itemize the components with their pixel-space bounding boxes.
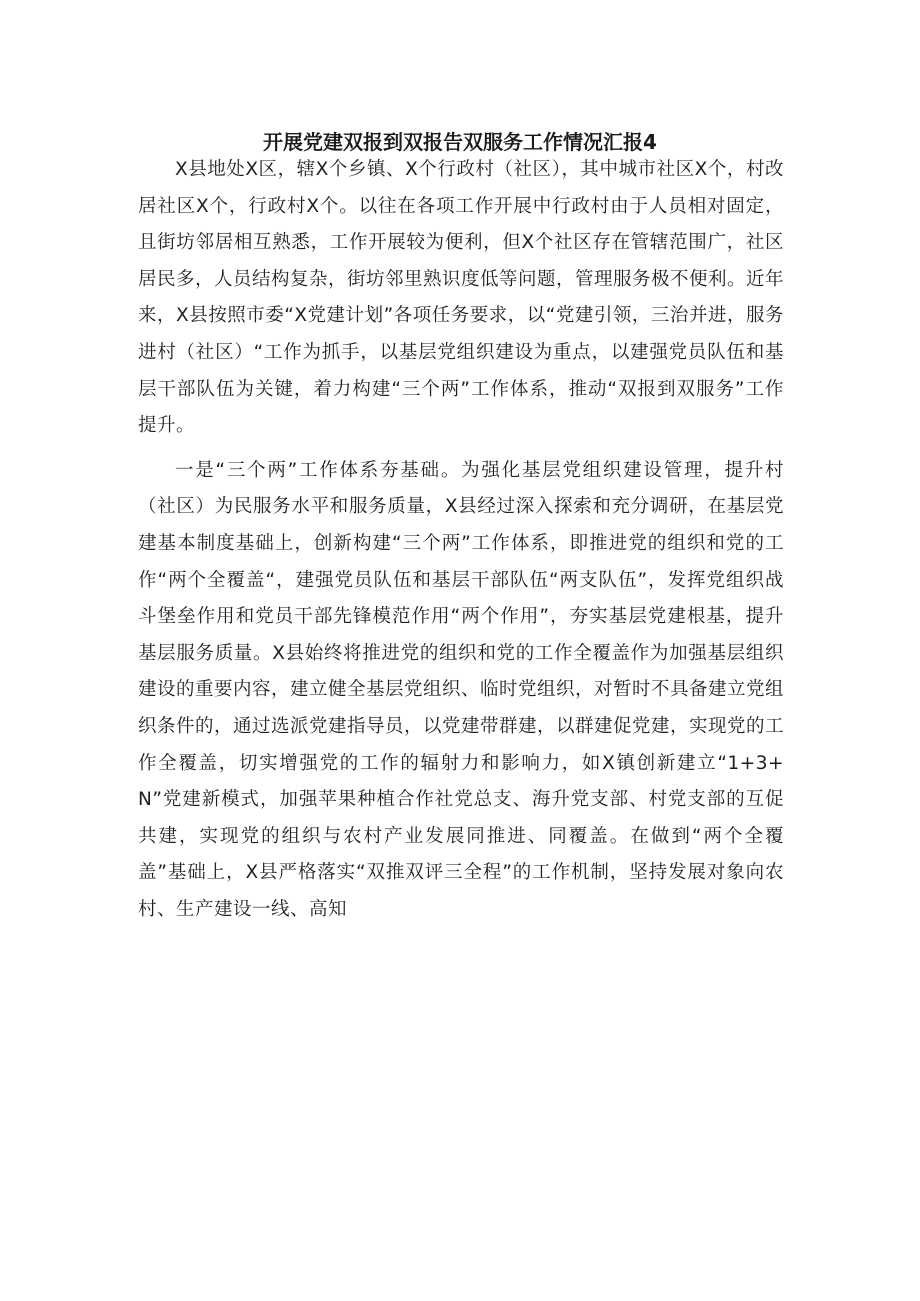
- paragraph-intro: X县地处X区，辖X个乡镇、X个行政村（社区），其中城市社区X个，村改居社区X个，行政村X个。以往在各项工作开展中行政村由于人员相对固定，且街坊邻居相互熟悉，工作开展较为便利，但X个社区存在管辖范围广，社区居民多，人员结构复杂，街坊邻里熟识度低等问题，管理服务极不便利。近年来，X县按照市委“X党建计划”各项任务要求，以“党建引领，三治并进，服务进村（社区）“工作为抓手，以基层党组织建设为重点，以建强党员队伍和基层干部队伍为关键，着力构建“三个两”工作体系，推动“双报到双服务”工作提升。: [138, 159, 785, 437]
- document-title: 开展党建双报到双报告双服务工作情况汇报4: [263, 130, 657, 154]
- document-body: [138, 152, 784, 928]
- paragraph-work-system: 一是“三个两”工作体系夯基础。为强化基层党组织建设管理，提升村（社区）为民服务水平和服务质量，X县经过深入探索和充分调研，在基层党建基本制度基础上，创新构建“三个两”工作体系，即推进党的组织和党的工作“两个全覆盖“，建强党员队伍和基层干部队伍“两支队伍”，发挥党组织战斗堡垒作用和党员干部先锋模范作用“两个作用”，夯实基层党建根基，提升基层服务质量。X县始终将推进党的组织和党的工作全覆盖作为加强基层组织建设的重要内容，建立健全基层党组织、临时党组织，对暂时不具备建立党组织条件的，通过选派党建指导员，以党建带群建，以群建促党建，实现党的工作全覆盖，切实增强党的工作的辐射力和影响力，如X镇创新建立“1+3+N”党建新模式，加强苹果种植合作社党总支、海升党支部、村党支部的互促共建，实现党的组织与农村产业发展同推进、同覆盖。在做到“两个全覆盖”基础上，X县严格落实“双推双评三全程”的工作机制，坚持发展对象向农村、生产建设一线、高知: [138, 459, 785, 920]
